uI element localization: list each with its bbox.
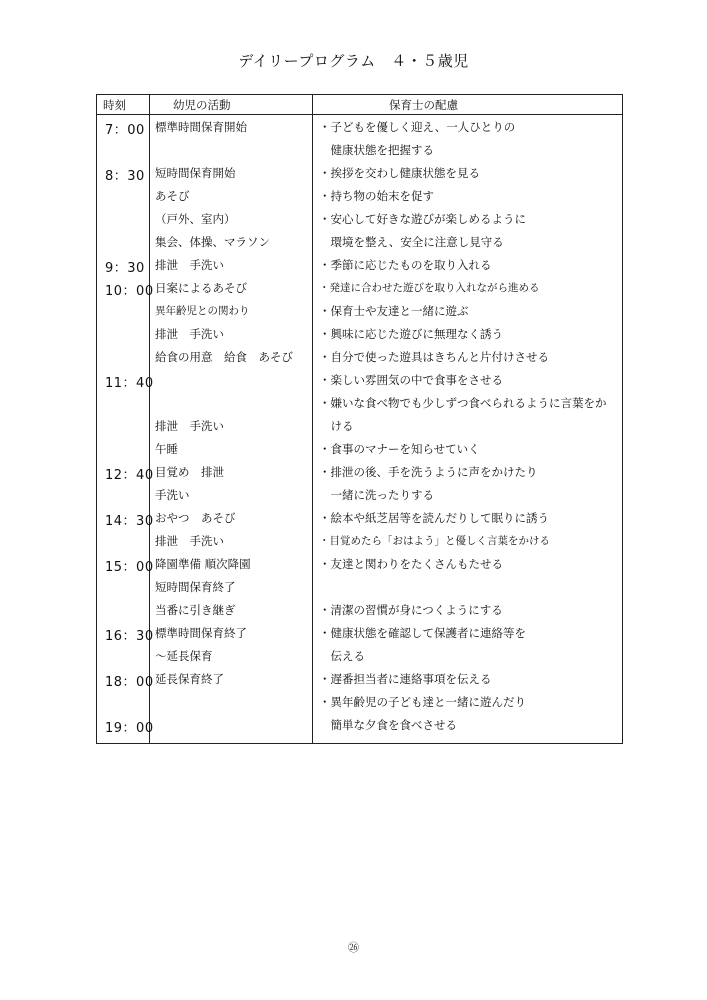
table-row (97, 602, 622, 625)
table-row (97, 464, 622, 487)
care-cell: ・季節に応じたものを取り入れる (319, 258, 492, 272)
header-divider (97, 114, 622, 115)
time-cell: 15：00 (105, 560, 154, 575)
care-cell: ・異年齢児の子ども達と一緒に遊んだり (319, 695, 526, 709)
care-cell: ・目覚めたら「おはよう」と優しく言葉をかける (319, 535, 550, 547)
activity-cell: ～延長保育 (155, 649, 213, 663)
table-row (97, 372, 622, 395)
care-cell: ・安心して好きな遊びが楽しめるように (319, 212, 526, 226)
time-cell: 9：30 (105, 261, 145, 276)
table-row (97, 648, 622, 671)
care-cell: ・清潔の習慣が身につくようにする (319, 603, 503, 617)
time-cell: 7：00 (105, 123, 145, 138)
activity-cell: 目覚め 排泄 (155, 465, 224, 479)
table-row (97, 625, 622, 648)
care-cell: ・保育士や友達と一緒に遊ぶ (319, 304, 469, 318)
table-row (97, 487, 622, 510)
care-cell: ・発達に合わせた遊びを取り入れながら進める (319, 282, 540, 294)
care-cell: ・持ち物の始末を促す (319, 189, 434, 203)
header-time: 時刻 (103, 98, 126, 112)
time-cell: 16：30 (105, 629, 154, 644)
table-row (97, 533, 622, 556)
table-row (97, 395, 622, 418)
table-row (97, 556, 622, 579)
table-row (97, 303, 622, 326)
table-row (97, 671, 622, 694)
time-cell: 14：30 (105, 514, 154, 529)
table-row (97, 280, 622, 303)
activity-cell: 日案によるあそび (155, 281, 247, 295)
time-cell: 19：00 (105, 721, 154, 736)
table-row (97, 510, 622, 533)
activity-cell: 給食の用意 給食 あそび (155, 350, 293, 364)
activity-cell: 排泄 手洗い (155, 534, 224, 548)
activity-cell: 排泄 手洗い (155, 258, 224, 272)
header-care: 保育士の配慮 (389, 98, 458, 112)
page-title: デイリープログラム ４・５歳児 (238, 52, 469, 70)
activity-cell: 異年齢児との関わり (155, 305, 250, 317)
care-cell: 環境を整え、安全に注意し見守る (319, 235, 504, 249)
table-row (97, 234, 622, 257)
table-row (97, 349, 622, 372)
table-row (97, 211, 622, 234)
page-number: ㉖ (348, 941, 359, 954)
activity-cell: 排泄 手洗い (155, 327, 224, 341)
activity-cell: 集会、体操、マラソン (155, 235, 270, 249)
activity-cell: 短時間保育開始 (155, 166, 236, 180)
care-cell: 健康状態を把握する (319, 143, 434, 157)
table-row (97, 418, 622, 441)
time-cell: 10：00 (105, 284, 154, 299)
care-cell: ける (319, 419, 354, 433)
table-row (97, 694, 622, 717)
activity-cell: おやつ あそび (155, 511, 236, 525)
table-row (97, 188, 622, 211)
care-cell: ・食事のマナーを知らせていく (319, 442, 480, 456)
table-row (97, 165, 622, 188)
time-cell: 11：40 (105, 376, 154, 391)
activity-cell: 標準時間保育開始 (155, 120, 247, 134)
table-row (97, 441, 622, 464)
time-cell: 8：30 (105, 169, 145, 184)
table-row (97, 326, 622, 349)
time-cell: 12：40 (105, 468, 154, 483)
activity-cell: 午睡 (155, 442, 178, 456)
time-cell: 18：00 (105, 675, 154, 690)
care-cell: ・健康状態を確認して保護者に連絡等を (319, 626, 526, 640)
activity-cell: 当番に引き継ぎ (155, 603, 236, 617)
activity-cell: 排泄 手洗い (155, 419, 224, 433)
care-cell: ・興味に応じた遊びに無理なく誘う (319, 327, 503, 341)
activity-cell: 延長保育終了 (155, 672, 224, 686)
care-cell: ・嫌いな食べ物でも少しずつ食べられるように言葉をか (319, 396, 607, 410)
header-activity: 幼児の活動 (173, 98, 231, 112)
care-cell: ・楽しい雰囲気の中で食事をさせる (319, 373, 503, 387)
activity-cell: （戸外、室内） (155, 212, 236, 226)
care-cell: ・排泄の後、手を洗うように声をかけたり (319, 465, 538, 479)
care-cell: 簡単な夕食を食べさせる (319, 718, 457, 732)
care-cell: ・絵本や紙芝居等を読んだりして眠りに誘う (319, 511, 549, 525)
table-row (97, 579, 622, 602)
care-cell: ・子どもを優しく迎え、一人ひとりの (319, 120, 516, 134)
activity-cell: 降園準備 順次降園 (155, 557, 251, 571)
table-row (97, 257, 622, 280)
care-cell: 一緒に洗ったりする (319, 488, 434, 502)
care-cell: ・遅番担当者に連絡事項を伝える (319, 672, 492, 686)
table-row (97, 119, 622, 142)
care-cell: ・挨拶を交わし健康状態を見る (319, 166, 480, 180)
care-cell: 伝える (319, 649, 365, 663)
activity-cell: 短時間保育終了 (155, 580, 236, 594)
activity-cell: あそび (155, 189, 190, 203)
activity-cell: 標準時間保育終了 (155, 626, 247, 640)
table-row (97, 717, 622, 740)
activity-cell: 手洗い (155, 488, 190, 502)
care-cell: ・自分で使った遊具はきちんと片付けさせる (319, 350, 549, 364)
daily-program-table (96, 94, 623, 744)
table-row (97, 142, 622, 165)
care-cell: ・友達と関わりをたくさんもたせる (319, 557, 503, 571)
